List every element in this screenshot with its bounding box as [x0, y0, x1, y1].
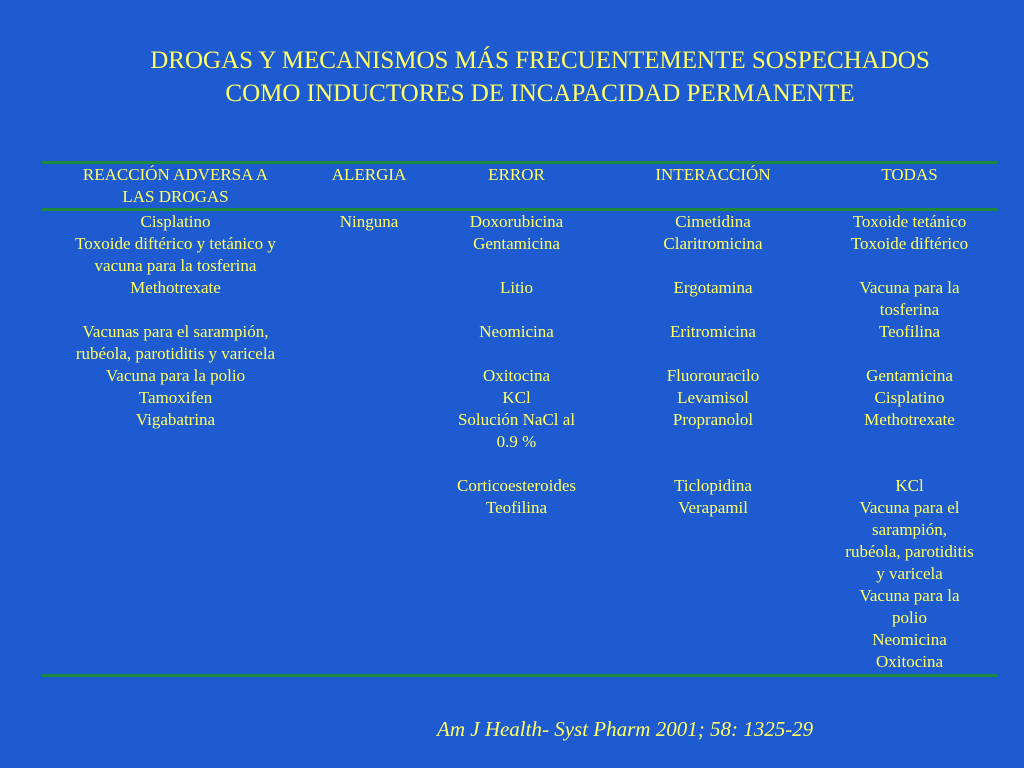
- cell-line: Teofilina: [485, 498, 548, 517]
- cell-line: Ergotamina: [673, 278, 753, 297]
- header-error: [429, 164, 604, 208]
- slide-title: [40, 44, 1024, 110]
- header-adverse-reaction: [42, 164, 309, 208]
- cell-line: Fluorouracilo: [666, 366, 760, 385]
- cell-line: Methotrexate: [864, 410, 955, 429]
- cell-line: Neomicina: [872, 630, 947, 649]
- cell-line: y varicela: [876, 564, 943, 583]
- cell-line: Teofilina: [878, 322, 941, 341]
- header-interaction: [604, 164, 822, 208]
- cell-line: Gentamicina: [473, 234, 560, 253]
- cell-line: rubéola, parotiditis: [845, 542, 974, 561]
- cell-line: Cisplatino: [874, 388, 945, 407]
- cell-line: Vacuna para la polio: [105, 366, 246, 385]
- cell-line: 0.9 %: [496, 432, 537, 451]
- cell-spacer: [822, 343, 997, 365]
- cell-line: Tamoxifen: [138, 388, 213, 407]
- cell-line: Levamisol: [677, 388, 749, 407]
- cell-line: Verapamil: [678, 498, 748, 517]
- cell-line: Vacuna para el: [859, 498, 960, 517]
- cell-line: ALERGIA: [331, 165, 407, 184]
- cell-line: Gentamicina: [866, 366, 953, 385]
- cell-line: LAS DROGAS: [122, 187, 229, 206]
- cell-line: Propranolol: [672, 410, 754, 429]
- cell-line: Corticoesteroides: [457, 476, 576, 495]
- cell-spacer: [822, 431, 997, 453]
- cell-line: Vacuna para la: [859, 586, 960, 605]
- cell-line: Vigabatrina: [135, 410, 216, 429]
- cell-line: Toxoide diftérico: [850, 234, 969, 253]
- cell-spacer: [822, 255, 997, 277]
- cell-line: Solución NaCl al: [457, 410, 576, 429]
- cell-spacer: [604, 343, 822, 365]
- cell-spacer: [429, 255, 604, 277]
- cell-line: Methotrexate: [130, 278, 221, 297]
- header-allergy: [309, 164, 429, 208]
- cell-spacer: [429, 343, 604, 365]
- cell-spacer: [42, 299, 309, 321]
- cell-line: Litio: [499, 278, 534, 297]
- cell-line: rubéola, parotiditis y varicela: [75, 344, 276, 363]
- cell-line: KCl: [502, 388, 531, 407]
- cell-line: Neomicina: [479, 322, 554, 341]
- cell-line: KCl: [895, 476, 924, 495]
- table-row: [42, 208, 997, 673]
- citation: Am J Health- Syst Pharm 2001; 58: 1325-29: [437, 717, 814, 741]
- cell-line: Cimetidina: [675, 212, 751, 231]
- column-error-drugs: [429, 208, 604, 673]
- cell-line: ERROR: [488, 165, 545, 184]
- slide-title-line-1: DROGAS Y MECANISMOS MÁS FRECUENTEMENTE SOSPECHADOS: [150, 47, 930, 74]
- cell-line: polio: [892, 608, 927, 627]
- cell-spacer: [604, 255, 822, 277]
- cell-line: INTERACCIÓN: [655, 165, 771, 184]
- cell-spacer: [429, 453, 604, 475]
- cell-line: Cisplatino: [140, 212, 211, 231]
- cell-spacer: [604, 299, 822, 321]
- cell-spacer: [429, 299, 604, 321]
- cell-line: Vacuna para la: [859, 278, 960, 297]
- table-bottom-rule: [42, 674, 997, 677]
- cell-line: vacuna para la tosferina: [94, 256, 257, 275]
- cell-line: Doxorubicina: [469, 212, 564, 231]
- column-adverse-reaction-drugs: [42, 208, 309, 673]
- header-all: [822, 164, 997, 208]
- cell-line: TODAS: [881, 165, 938, 184]
- cell-line: sarampión,: [871, 520, 948, 539]
- cell-line: REACCIÓN ADVERSA A: [82, 165, 269, 184]
- cell-spacer: [604, 453, 822, 475]
- cell-line: Vacunas para el sarampión,: [82, 322, 269, 341]
- table-header-row: [42, 164, 997, 208]
- cell-line: Ticlopidina: [674, 476, 752, 495]
- cell-spacer: [822, 453, 997, 475]
- drug-mechanism-table: [42, 164, 997, 673]
- cell-spacer: [604, 431, 822, 453]
- cell-line: Oxitocina: [875, 652, 944, 671]
- cell-line: Toxoide diftérico y tetánico y: [75, 234, 276, 253]
- slide-title-line-2: COMO INDUCTORES DE INCAPACIDAD PERMANENTE: [225, 80, 855, 107]
- cell-line: tosferina: [879, 300, 940, 319]
- cell-line: Toxoide tetánico: [852, 212, 967, 231]
- cell-line: Ninguna: [339, 212, 399, 231]
- column-all-drugs: [822, 208, 997, 673]
- cell-line: Claritromicina: [663, 234, 763, 253]
- column-interaction-drugs: [604, 208, 822, 673]
- cell-line: Eritromicina: [670, 322, 756, 341]
- cell-line: Oxitocina: [482, 366, 551, 385]
- column-allergy-drugs: [309, 208, 429, 673]
